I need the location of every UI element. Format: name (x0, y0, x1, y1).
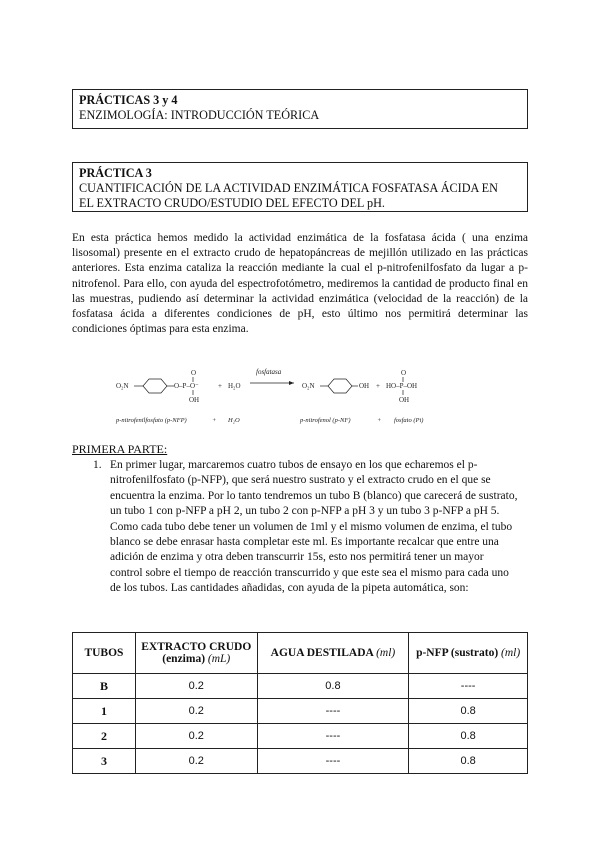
caption-reactant: p-nitrofenilfosfato (p-NFP) (116, 417, 187, 424)
table-row (73, 749, 528, 774)
caption-product1: p-nitrofenol (p-NF) (300, 417, 351, 424)
row-extracto: 0.2 (135, 674, 257, 699)
reaction-scheme (114, 366, 434, 428)
caption-plus-2: + (377, 417, 382, 424)
header-box (72, 89, 528, 129)
water: H₂O (228, 382, 241, 390)
reactant1-phosphate: O–P–O⁻ (174, 382, 199, 390)
row-agua: ---- (257, 749, 409, 774)
practice-box (72, 162, 528, 212)
caption-water: H₂O (228, 417, 240, 424)
row-extracto: 0.2 (135, 724, 257, 749)
plus-2: + (376, 382, 380, 390)
header-subtitle: ENZIMOLOGÍA: INTRODUCCIÓN TEÓRICA (79, 108, 320, 122)
practice-title: PRÁCTICA 3 (79, 166, 152, 180)
row-agua: ---- (257, 724, 409, 749)
caption-product2: fosfato (Pi) (394, 417, 424, 424)
step-1-text: En primer lugar, marcaremos cuatro tubos de ensayo en los que echaremos el p-nitrofenilfosfato (p-NFP), que será nuestro sustrato y el extracto crudo en el que se encuentra la enzima. Por lo tanto tendremos un tubo B (blanco) que carecerá de sustrato, un tubo 1 con p-NFP a pH 2, un tubo 2 con p-NFP a pH 3 y un tubo 3 p-NFP a pH 5. Como cada tubo debe tener un volumen de 1ml y el mismo volumen de enzima, el tubo blanco se debe enrasar hasta completar este ml. Es importante recalcar que entre una adición de enzima y otra deben transcurrir 15s, esto nos permitirá tener un mayor control sobre el tiempo de reacción transcurrido y que este sea el mismo para cada uno de los tubos. Las cantidades añadidas, con ayuda de la pipeta automática, son: (110, 459, 518, 595)
header-title: PRÁCTICAS 3 y 4 (79, 93, 178, 107)
header-extracto: EXTRACTO CRUDO (enzima) (mL) (135, 633, 257, 674)
table-row (73, 674, 528, 699)
row-tubo: 2 (73, 724, 136, 749)
row-tubo: B (73, 674, 136, 699)
product2-phosphate: HO–P–OH (386, 382, 418, 390)
table-row (73, 724, 528, 749)
table-header-row (73, 633, 528, 674)
row-pnfp: ---- (409, 674, 528, 699)
plus-1: + (218, 382, 222, 390)
quantities-table (72, 632, 528, 774)
practice-line-1: CUANTIFICACIÓN DE LA ACTIVIDAD ENZIMÁTICA FOSFATASA ÁCIDA EN (79, 181, 498, 195)
enzyme-label: fosfatasa (256, 368, 282, 376)
product2-oxygen: O (401, 369, 407, 377)
step-1-number: 1. (93, 459, 102, 471)
row-agua: ---- (257, 699, 409, 724)
product2-oh: OH (399, 396, 410, 404)
phosphate-oh: OH (189, 396, 200, 404)
intro-paragraph: En esta práctica hemos medido la actividad enzimática de la fosfatasa ácida ( una enzima lisosomal) presente en el extracto crudo de hepatopáncreas de mejillón utilizado en las prácticas anteriores. Esta enzima cataliza la reacción mediante la cual el p-nitrofenilfosfato da lugar a p- nitrofenol. Para ello, con ayuda del espectrofotómetro, mediremos la cantidad de producto final en las muestras, pudiendo así determinar la actividad enzimática (velocidad de la reacción) de la fosfatasa ácida a diferentes condiciones de pH, esto último nos permitirá determinar las condiciones óptimas para esta enzima. (72, 232, 528, 336)
row-pnfp: 0.8 (409, 699, 528, 724)
part-one-heading: PRIMERA PARTE: (72, 442, 168, 456)
header-pnfp: p-NFP (sustrato) (ml) (409, 633, 528, 674)
row-pnfp: 0.8 (409, 724, 528, 749)
benzene-ring-icon (143, 379, 167, 393)
benzene-ring-icon-2 (328, 379, 352, 393)
row-tubo: 3 (73, 749, 136, 774)
practice-line-2: EL EXTRACTO CRUDO/ESTUDIO DEL EFECTO DEL pH. (79, 196, 385, 210)
row-tubo: 1 (73, 699, 136, 724)
caption-plus-1: + (212, 417, 217, 424)
row-pnfp: 0.8 (409, 749, 528, 774)
table-row (73, 699, 528, 724)
step-1 (93, 458, 518, 597)
product1-o2n: O₂N (302, 382, 315, 390)
product1-oh: OH (359, 382, 370, 390)
phosphate-oxygen: O (191, 369, 197, 377)
row-extracto: 0.2 (135, 699, 257, 724)
header-agua: AGUA DESTILADA (ml) (257, 633, 409, 674)
header-tubos: TUBOS (73, 633, 136, 674)
reactant1-o2n: O₂N (116, 382, 129, 390)
row-agua: 0.8 (257, 674, 409, 699)
row-extracto: 0.2 (135, 749, 257, 774)
